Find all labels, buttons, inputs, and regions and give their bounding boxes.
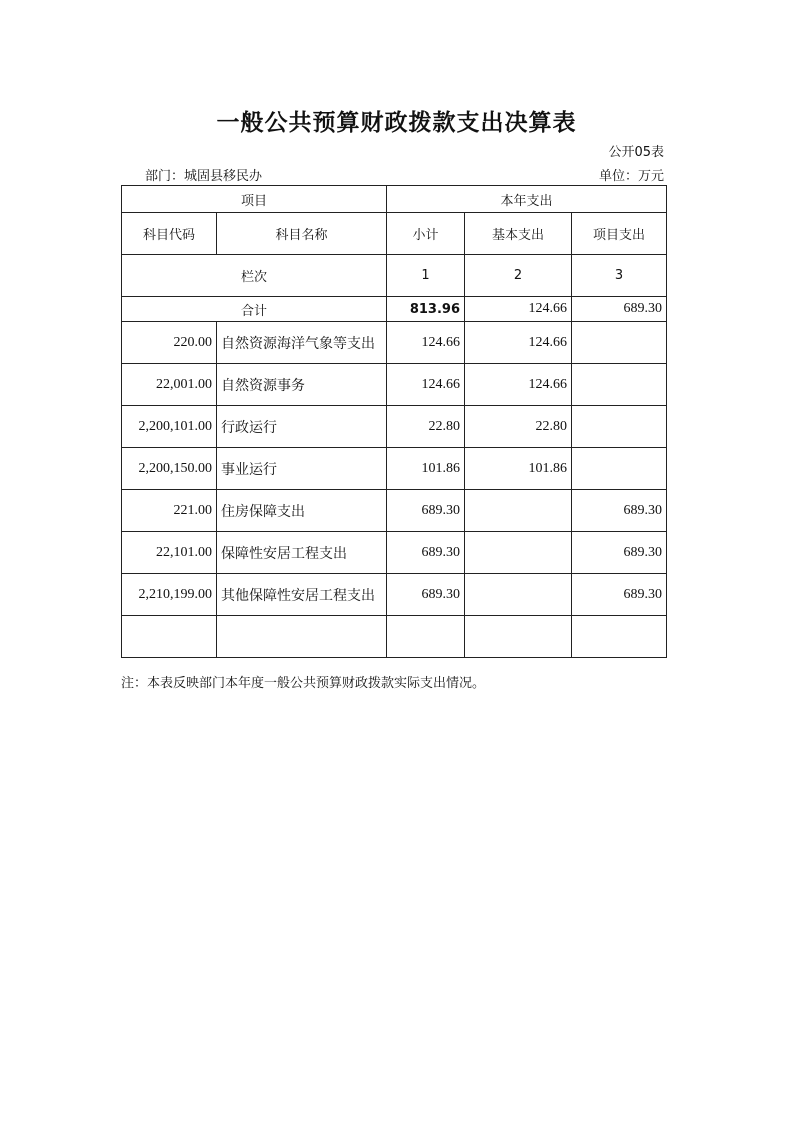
row-basic: 22.80 — [465, 406, 572, 448]
row-basic — [465, 616, 572, 658]
row-subtotal: 689.30 — [387, 574, 465, 616]
row-subtotal: 689.30 — [387, 490, 465, 532]
row-name: 自然资源海洋气象等支出 — [217, 322, 387, 364]
col-number-2: 2 — [465, 255, 572, 297]
row-subtotal: 124.66 — [387, 364, 465, 406]
row-basic — [465, 532, 572, 574]
table-row — [122, 574, 667, 616]
table-row — [122, 406, 667, 448]
table-row-empty — [122, 616, 667, 658]
total-label: 合计 — [122, 297, 387, 322]
row-code: 22,101.00 — [122, 532, 217, 574]
header-basic: 基本支出 — [465, 213, 572, 255]
row-project: 689.30 — [572, 490, 667, 532]
row-subtotal: 101.86 — [387, 448, 465, 490]
header-row-2 — [122, 213, 667, 255]
row-subtotal: 22.80 — [387, 406, 465, 448]
header-code: 科目代码 — [122, 213, 217, 255]
row-code: 220.00 — [122, 322, 217, 364]
page-title: 一般公共预算财政拨款支出决算表 — [216, 110, 577, 136]
row-project — [572, 364, 667, 406]
row-subtotal: 124.66 — [387, 322, 465, 364]
total-row — [122, 297, 667, 322]
row-project: 689.30 — [572, 574, 667, 616]
row-basic: 124.66 — [465, 364, 572, 406]
expenditure-table — [121, 185, 667, 658]
header-row-1 — [122, 186, 667, 213]
row-project: 689.30 — [572, 532, 667, 574]
row-basic: 124.66 — [465, 322, 572, 364]
row-name — [217, 616, 387, 658]
form-number: 公开05表 — [608, 145, 664, 160]
total-project: 689.30 — [572, 297, 667, 322]
col-number-1: 1 — [387, 255, 465, 297]
table-row — [122, 490, 667, 532]
row-project — [572, 448, 667, 490]
row-project — [572, 406, 667, 448]
header-project-exp: 项目支出 — [572, 213, 667, 255]
row-code — [122, 616, 217, 658]
row-name: 事业运行 — [217, 448, 387, 490]
row-code: 221.00 — [122, 490, 217, 532]
table-row — [122, 322, 667, 364]
row-subtotal — [387, 616, 465, 658]
header-project: 项目 — [122, 186, 387, 213]
row-code: 2,210,199.00 — [122, 574, 217, 616]
total-subtotal: 813.96 — [387, 297, 465, 322]
row-subtotal: 689.30 — [387, 532, 465, 574]
table-row — [122, 532, 667, 574]
row-name: 住房保障支出 — [217, 490, 387, 532]
header-subtotal: 小计 — [387, 213, 465, 255]
footnote: 注：本表反映部门本年度一般公共预算财政拨款实际支出情况。 — [121, 676, 486, 691]
table-row — [122, 364, 667, 406]
department-label: 部门：城固县移民办 — [145, 169, 263, 184]
row-code: 22,001.00 — [122, 364, 217, 406]
total-basic: 124.66 — [465, 297, 572, 322]
row-project — [572, 616, 667, 658]
row-project — [572, 322, 667, 364]
row-basic — [465, 574, 572, 616]
row-name: 行政运行 — [217, 406, 387, 448]
row-code: 2,200,101.00 — [122, 406, 217, 448]
row-name: 保障性安居工程支出 — [217, 532, 387, 574]
table-row — [122, 448, 667, 490]
row-basic — [465, 490, 572, 532]
row-basic: 101.86 — [465, 448, 572, 490]
column-number-row — [122, 255, 667, 297]
row-label: 栏次 — [122, 255, 387, 297]
col-number-3: 3 — [572, 255, 667, 297]
row-name: 自然资源事务 — [217, 364, 387, 406]
row-name: 其他保障性安居工程支出 — [217, 574, 387, 616]
header-current-year: 本年支出 — [387, 186, 667, 213]
header-name: 科目名称 — [217, 213, 387, 255]
row-code: 2,200,150.00 — [122, 448, 217, 490]
unit-label: 单位：万元 — [598, 169, 664, 184]
